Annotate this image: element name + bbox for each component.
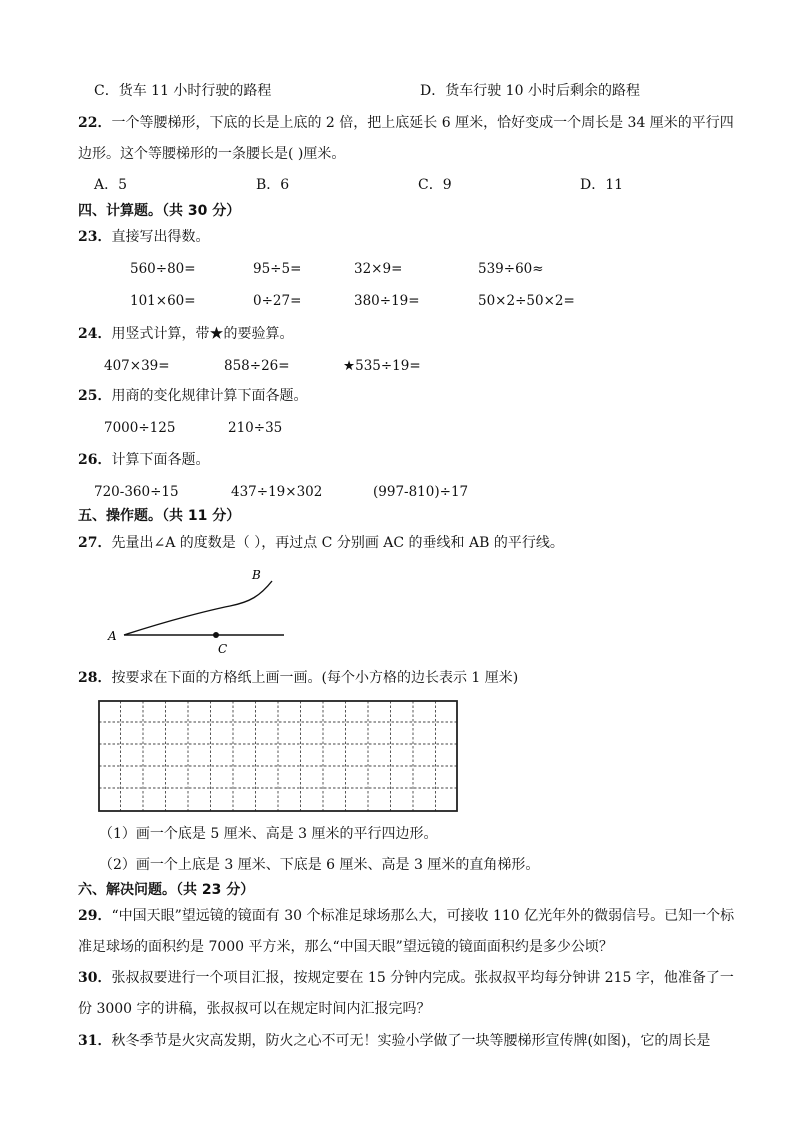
q29-number: 29． [78,908,112,924]
q27-text: 先量出∠A 的度数是（ ），再过点 C 分别画 AC 的垂线和 AB 的平行线。 [111,535,564,551]
q24-expr: ★535÷19= [343,358,421,374]
q29-line2: 准足球场的面积约是 7000 平方米，那么“中国天眼”望远镜的镜面面积约是多少公顷？ [78,939,613,955]
section-5-heading: 五、操作题。（共 11 分） [78,508,241,524]
q30-number: 30． [78,970,112,986]
section-4-heading: 四、计算题。（共 30 分） [78,203,241,219]
q22-line1 [78,113,734,133]
q22-option-c: C．9 [418,177,452,193]
q23-expr: 32×9= [354,261,403,277]
q22-option-a: A．5 [94,177,128,193]
q25-text: 用商的变化规律计算下面各题。 [111,388,308,404]
ray-ab [124,581,272,635]
label-c: C [218,642,228,656]
q24-expr: 858÷26= [224,358,290,374]
q26-number: 26． [78,452,112,468]
label-b: B [252,568,261,582]
q28-number: 28． [78,670,112,686]
q25-prompt [78,386,307,406]
q24-number: 24． [78,326,112,342]
q26-prompt [78,450,209,470]
q25-number: 25． [78,388,112,404]
q29-text: “中国天眼”望远镜的镜面有 30 个标准足球场那么大，可接收 110 亿光年外的微弱信号。已知一个标 [111,908,735,924]
q24-expr: 407×39= [104,358,170,374]
q27-number: 27． [78,535,112,551]
q26-expr: 720-360÷15 [94,484,179,500]
q23-expr: 539÷60≈ [478,261,544,277]
q31-text: 秋冬季节是火灾高发期，防火之心不可无！实验小学做了一块等腰梯形宣传牌(如图)，它的周长是 [111,1033,711,1049]
q22-text: 一个等腰梯形，下底的长是上底的 2 倍，把上底延长 6 厘米，恰好变成一个周长是 34 厘米的平行四 [111,115,734,131]
q26-expr: (997-810)÷17 [373,484,469,500]
q23-expr: 50×2÷50×2= [478,293,575,309]
q24-prompt [78,324,293,344]
label-a: A [108,629,117,643]
q25-expr: 210÷35 [228,420,283,436]
q28-sub1: （1）画一个底是 5 厘米、高是 3 厘米的平行四边形。 [99,826,438,842]
q28-sub2: （2）画一个上底是 3 厘米、下底是 6 厘米、高是 3 厘米的直角梯形。 [99,857,540,873]
q29-line1 [78,906,734,926]
q28-text: 按要求在下面的方格纸上画一画。(每个小方格的边长表示 1 厘米) [111,670,519,686]
q28-prompt [78,668,518,688]
q23-expr: 560÷80= [130,261,196,277]
q22-line2: 边形。这个等腰梯形的一条腰长是( )厘米。 [78,146,346,162]
q30-line2: 份 3000 字的讲稿，张叔叔可以在规定时间内汇报完吗？ [78,1001,431,1017]
square-grid-paper [98,700,458,812]
q31-number: 31． [78,1033,112,1049]
q26-text: 计算下面各题。 [111,452,210,468]
angle-figure [100,562,300,657]
q21-option-c: C．货车 11 小时行驶的路程 [94,83,272,99]
section-6-heading: 六、解决问题。（共 23 分） [78,882,255,898]
q31-line1 [78,1031,710,1051]
q23-expr: 380÷19= [354,293,420,309]
q21-option-d: D．货车行驶 10 小时后剩余的路程 [420,83,640,99]
q22-option-b: B．6 [256,177,290,193]
q24-text: 用竖式计算，带★的要验算。 [111,326,294,342]
q23-text: 直接写出得数。 [111,229,210,245]
q23-expr: 0÷27= [253,293,302,309]
q30-text: 张叔叔要进行一个项目汇报，按规定要在 15 分钟内完成。张叔叔平均每分钟讲 215 字，他准备了一 [111,970,734,986]
point-c [213,632,219,638]
q23-expr: 101×60= [130,293,196,309]
q30-line1 [78,968,734,988]
q23-expr: 95÷5= [253,261,302,277]
q23-prompt [78,227,209,247]
q22-option-d: D．11 [580,177,624,193]
q25-expr: 7000÷125 [104,420,176,436]
q22-number: 22． [78,115,112,131]
q27-prompt [78,533,564,553]
q23-number: 23． [78,229,112,245]
q26-expr: 437÷19×302 [231,484,323,500]
